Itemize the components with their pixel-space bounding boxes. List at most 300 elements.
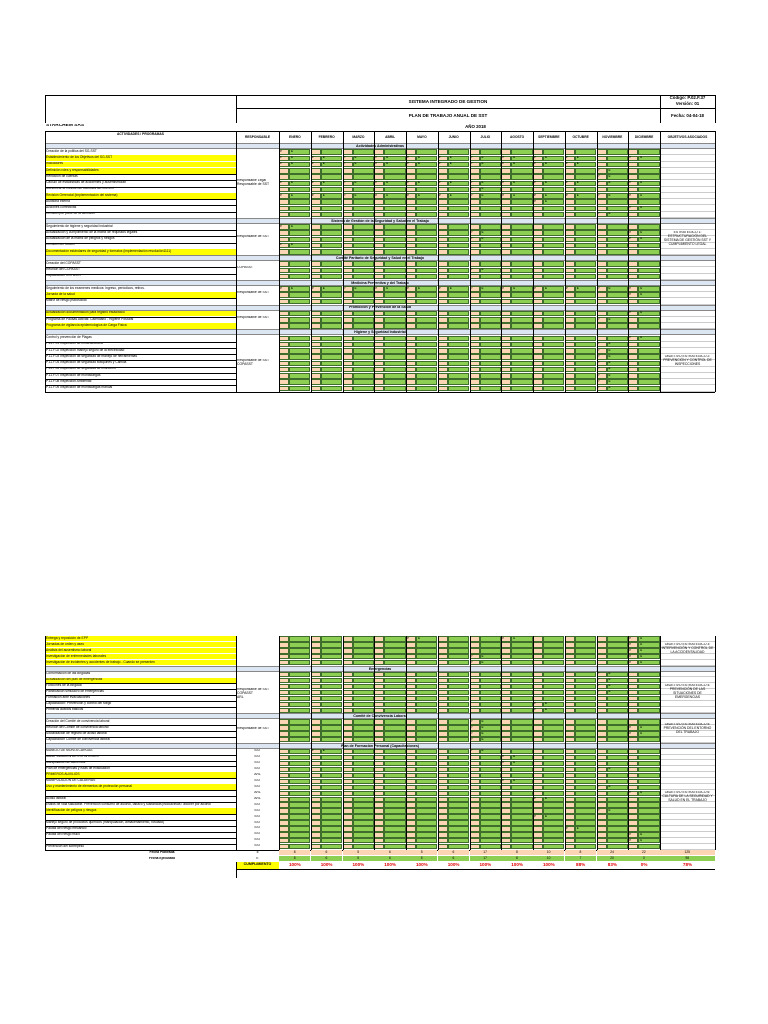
planned-cell [565,149,575,155]
activity-row-label: Funciones de la Brigada [46,683,82,688]
planned-cell [406,684,416,689]
planned-cell [343,820,353,825]
executed-cell [638,808,659,813]
planned-cell [406,832,416,837]
executed-cell [416,299,437,305]
planned-mark: P [470,156,473,160]
planned-cell [279,168,289,174]
executed-cell [384,767,405,772]
planned-mark: P [629,660,632,664]
executed-cell [480,678,501,683]
planned-cell [406,342,416,348]
executed-cell [321,367,342,373]
planned-cell [343,317,353,323]
executed-cell [353,832,374,837]
executed-cell [416,648,437,653]
planned-mark: P [597,678,600,682]
row-responsible: SST [254,761,261,764]
executed-cell [321,243,342,249]
planned-cell [565,696,575,701]
planned-cell [406,838,416,843]
activity-row-label: Monitorear la Gestión de Cambios del SG-SST [46,186,115,191]
executed-cell [638,773,659,778]
activity-row-label: Control y prevención de Plagas [46,335,92,340]
planned-cell [628,261,638,267]
planned-cell [628,761,638,766]
planned-cell [438,826,448,831]
planned-cell [533,237,543,243]
planned-cell [533,149,543,155]
planned-cell [628,767,638,772]
planned-cell [597,791,607,796]
planned-cell [565,761,575,766]
plan-title: PLAN DE TRABAJO ANUAL DE SST [408,113,488,118]
planned-cell [279,261,289,267]
executed-cell [416,779,437,784]
planned-cell [311,708,321,713]
executed-cell [543,230,564,236]
planned-cell [406,648,416,653]
executed-mark: E [418,286,421,290]
executed-cell [607,844,628,849]
executed-cell [321,317,342,323]
activities-header: ACTIVIDADES / PROGRAMAS [117,132,164,136]
executed-cell [289,755,310,760]
executed-cell [543,336,564,342]
activity-row-label: Indicadores [45,162,236,168]
planned-total-label: Fecha Planeada [149,850,175,854]
executed-cell [607,206,628,212]
executed-cell [416,323,437,329]
executed-cell [480,342,501,348]
planned-cell [533,838,543,843]
executed-cell [416,719,437,724]
planned-cell [311,838,321,843]
planned-mark: P [280,156,283,160]
planned-cell [374,654,384,659]
planned-cell [565,797,575,802]
executed-cell [384,199,405,205]
executed-mark: E [481,268,484,272]
executed-cell [575,660,596,665]
executed-cell [321,826,342,831]
executed-cell [416,690,437,695]
executed-cell [543,767,564,772]
planned-cell [565,292,575,298]
executed-cell [384,386,405,392]
executed-mark: E [449,193,452,197]
planned-cell [406,844,416,849]
planned-mark: P [470,230,473,234]
planned-cell [343,761,353,766]
planned-cell [470,274,480,280]
planned-cell [343,336,353,342]
planned-cell [565,243,575,249]
executed-cell [543,323,564,329]
planned-cell [501,199,511,205]
planned-cell [565,725,575,730]
row-responsible: SST [254,778,261,782]
executed-cell [321,696,342,701]
planned-cell [343,672,353,677]
executed-cell [638,797,659,802]
planned-cell [438,808,448,813]
executed-mark: E [640,237,643,241]
executed-mark: E [291,243,294,247]
planned-cell [343,731,353,736]
compliance-value: 100% [511,862,523,867]
planned-total-value: 5 [343,850,374,855]
planned-mark: P [280,243,283,247]
executed-cell [543,791,564,796]
executed-cell [575,168,596,174]
executed-cell [416,708,437,713]
activity-row-label: Investigación de incidentes y accidentes de trabajo - Cuando se presenten [45,660,236,665]
executed-cell [480,636,501,641]
planned-mark: P [470,654,473,658]
planned-mark: P [629,648,632,652]
planned-cell [406,761,416,766]
executed-cell [638,373,659,379]
executed-total-value: 6 [311,856,342,861]
executed-cell [607,636,628,641]
executed-cell [384,838,405,843]
executed-cell [321,820,342,825]
executed-cell [543,731,564,736]
header-mid-border [236,108,715,109]
planned-cell [438,367,448,373]
planned-cell [533,660,543,665]
planned-cell [279,274,289,280]
executed-cell [575,206,596,212]
executed-cell [638,702,659,707]
compliance-value: 100% [479,862,492,867]
planned-cell [533,367,543,373]
planned-cell [501,348,511,354]
executed-cell [575,684,596,689]
executed-cell [321,323,342,329]
planned-cell [565,832,575,837]
executed-cell [416,785,437,790]
planned-cell [597,802,607,807]
executed-cell [543,379,564,385]
planned-cell [343,224,353,230]
row-responsible: SST [254,838,261,842]
planned-cell [628,379,638,385]
planned-cell [565,791,575,796]
planned-cell [406,820,416,825]
executed-cell [416,808,437,813]
planned-cell [343,361,353,367]
planned-cell [565,206,575,212]
executed-cell [416,838,437,843]
planned-cell [565,367,575,373]
executed-cell [575,779,596,784]
planned-cell [279,690,289,695]
executed-mark: E [322,749,325,753]
planned-cell [311,761,321,766]
planned-cell [501,642,511,647]
planned-cell [311,249,321,255]
executed-cell [480,212,501,218]
executed-cell [384,773,405,778]
executed-cell [511,361,532,367]
planned-cell [374,636,384,641]
executed-cell [321,797,342,802]
executed-cell [289,797,310,802]
executed-cell [289,373,310,379]
planned-cell [501,708,511,713]
executed-cell [289,274,310,280]
executed-cell [289,820,310,825]
executed-cell [448,696,469,701]
executed-mark: E [481,654,484,658]
executed-mark: E [576,286,579,290]
executed-cell [353,761,374,766]
planned-cell [501,719,511,724]
executed-cell [638,708,659,713]
planned-cell [311,654,321,659]
executed-cell [321,149,342,155]
executed-cell [321,648,342,653]
executed-cell [289,737,310,742]
row-responsible: SST [254,832,261,836]
executed-cell [384,808,405,813]
executed-cell [511,274,532,280]
planned-cell [343,292,353,298]
executed-cell [448,690,469,695]
planned-cell [533,224,543,230]
planned-cell [565,737,575,742]
executed-cell [638,212,659,218]
executed-cell [384,187,405,193]
activity-row-label: Planificación simulacro de emergencias [46,689,104,694]
executed-cell [289,311,310,317]
planned-cell [406,323,416,329]
planned-cell [628,702,638,707]
executed-cell [416,168,437,174]
executed-mark: E [418,181,421,185]
executed-cell [416,354,437,360]
executed-cell [638,348,659,354]
planned-cell [470,311,480,317]
executed-cell [448,808,469,813]
executed-cell [448,773,469,778]
executed-cell [353,274,374,280]
executed-cell [480,243,501,249]
planned-cell [501,731,511,736]
planned-cell [565,636,575,641]
planned-cell [628,844,638,849]
planned-mark: P [629,286,632,290]
activity-row-label: Rendicion de cuentas [46,174,78,178]
executed-cell [543,174,564,180]
activity-row-label: Pautas del riesgo fisico [46,831,80,836]
executed-mark: E [640,311,643,315]
planned-mark: P [597,174,600,178]
planned-cell [438,230,448,236]
executed-cell [543,636,564,641]
executed-cell [511,702,532,707]
planned-mark: P [629,311,632,315]
executed-cell [384,379,405,385]
planned-cell [533,361,543,367]
planned-mark: P [629,642,632,646]
executed-cell [448,648,469,653]
executed-cell [321,802,342,807]
planned-cell [533,243,543,249]
planned-cell [533,767,543,772]
planned-cell [501,342,511,348]
executed-cell [480,354,501,360]
planned-cell [565,354,575,360]
executed-total-value: 8 [501,856,532,861]
executed-cell [321,838,342,843]
planned-cell [406,379,416,385]
executed-cell [416,237,437,243]
section-responsible: Responsable de SST [237,726,270,730]
planned-cell [374,826,384,831]
section-responsible: Responsable de SST [237,291,270,295]
planned-cell [406,731,416,736]
executed-cell [321,342,342,348]
planned-cell [374,224,384,230]
planned-cell [565,642,575,647]
executed-cell [448,373,469,379]
executed-cell [607,761,628,766]
planned-cell [533,749,543,754]
planned-cell [501,678,511,683]
executed-cell [353,199,374,205]
executed-cell [353,749,374,754]
planned-cell [438,797,448,802]
executed-cell [511,684,532,689]
activity-row-label: Auditoria interna [46,199,71,203]
planned-cell [311,224,321,230]
activity-row-label: Actualización y cumplimiento de la matriz de requisitos legales [46,230,138,234]
planned-cell [597,237,607,243]
executed-mark: E [513,193,516,197]
executed-cell [448,814,469,819]
planned-cell [533,212,543,218]
executed-cell [321,731,342,736]
activity-row-label: Manejo seguro de productos químicos (manipulación, almacenamiento, rotulado) [46,820,165,824]
activity-row-label: Definición roles y responsabilidades [45,168,236,174]
executed-cell [353,808,374,813]
executed-cell [289,702,310,707]
planned-cell [279,761,289,766]
executed-cell [353,348,374,354]
executed-cell [353,373,374,379]
executed-cell [575,348,596,354]
executed-mark: E [608,678,611,682]
planned-cell [501,274,511,280]
executed-cell [384,737,405,742]
planned-cell [279,317,289,323]
executed-cell [511,174,532,180]
executed-cell [289,791,310,796]
executed-cell [289,367,310,373]
executed-cell [353,224,374,230]
planned-mark: P [597,690,600,694]
executed-cell [480,826,501,831]
executed-total-label: Fecha Ejecutada [148,856,176,860]
planned-cell [406,224,416,230]
planned-cell [470,636,480,641]
planned-mark: P [407,636,410,640]
planned-cell [501,292,511,298]
executed-cell [448,243,469,249]
executed-cell [638,672,659,677]
planned-cell [438,361,448,367]
executed-cell [511,292,532,298]
activity-row-label [45,790,236,795]
planned-cell [501,299,511,305]
executed-cell [480,797,501,802]
executed-cell [480,261,501,267]
executed-cell [384,648,405,653]
planned-cell [438,379,448,385]
planned-cell [533,731,543,736]
planned-cell [470,696,480,701]
executed-cell [384,367,405,373]
activity-row-label: Formación ante evacuaciones [46,695,90,700]
executed-mark: E [513,779,516,783]
executed-cell [607,230,628,236]
planned-cell [533,317,543,323]
planned-cell [311,737,321,742]
planned-mark: P [311,181,314,185]
executed-cell [416,791,437,796]
executed-mark: E [481,156,484,160]
executed-cell [607,755,628,760]
planned-cell [406,785,416,790]
planned-cell [438,317,448,323]
executed-cell [384,174,405,180]
planned-cell [597,323,607,329]
compliance-value: 100% [543,862,555,867]
executed-mark: E [545,708,548,712]
objective-text: OBJETIVO ESTRATEGICO 3: INTERVENCIÓN Y CONTROL DE LA ACCIDENTALIDAD [661,642,714,654]
executed-cell [353,379,374,385]
planned-cell [374,642,384,647]
executed-mark: E [640,642,643,646]
planned-cell [343,237,353,243]
executed-mark: E [576,826,579,830]
executed-total-value: 6 [374,856,405,861]
executed-mark: E [640,660,643,664]
planned-cell [533,820,543,825]
executed-cell [511,725,532,730]
executed-cell [638,767,659,772]
planned-cell [597,243,607,249]
planned-cell [311,261,321,267]
planned-cell [565,373,575,379]
planned-cell [406,206,416,212]
executed-cell [448,660,469,665]
executed-cell [416,206,437,212]
executed-cell [607,224,628,230]
planned-cell [406,773,416,778]
planned-cell [628,797,638,802]
planned-cell [438,814,448,819]
executed-cell [575,844,596,849]
planned-cell [374,708,384,713]
planned-cell [438,832,448,837]
planned-cell [470,832,480,837]
executed-cell [353,719,374,724]
planned-cell [597,737,607,742]
